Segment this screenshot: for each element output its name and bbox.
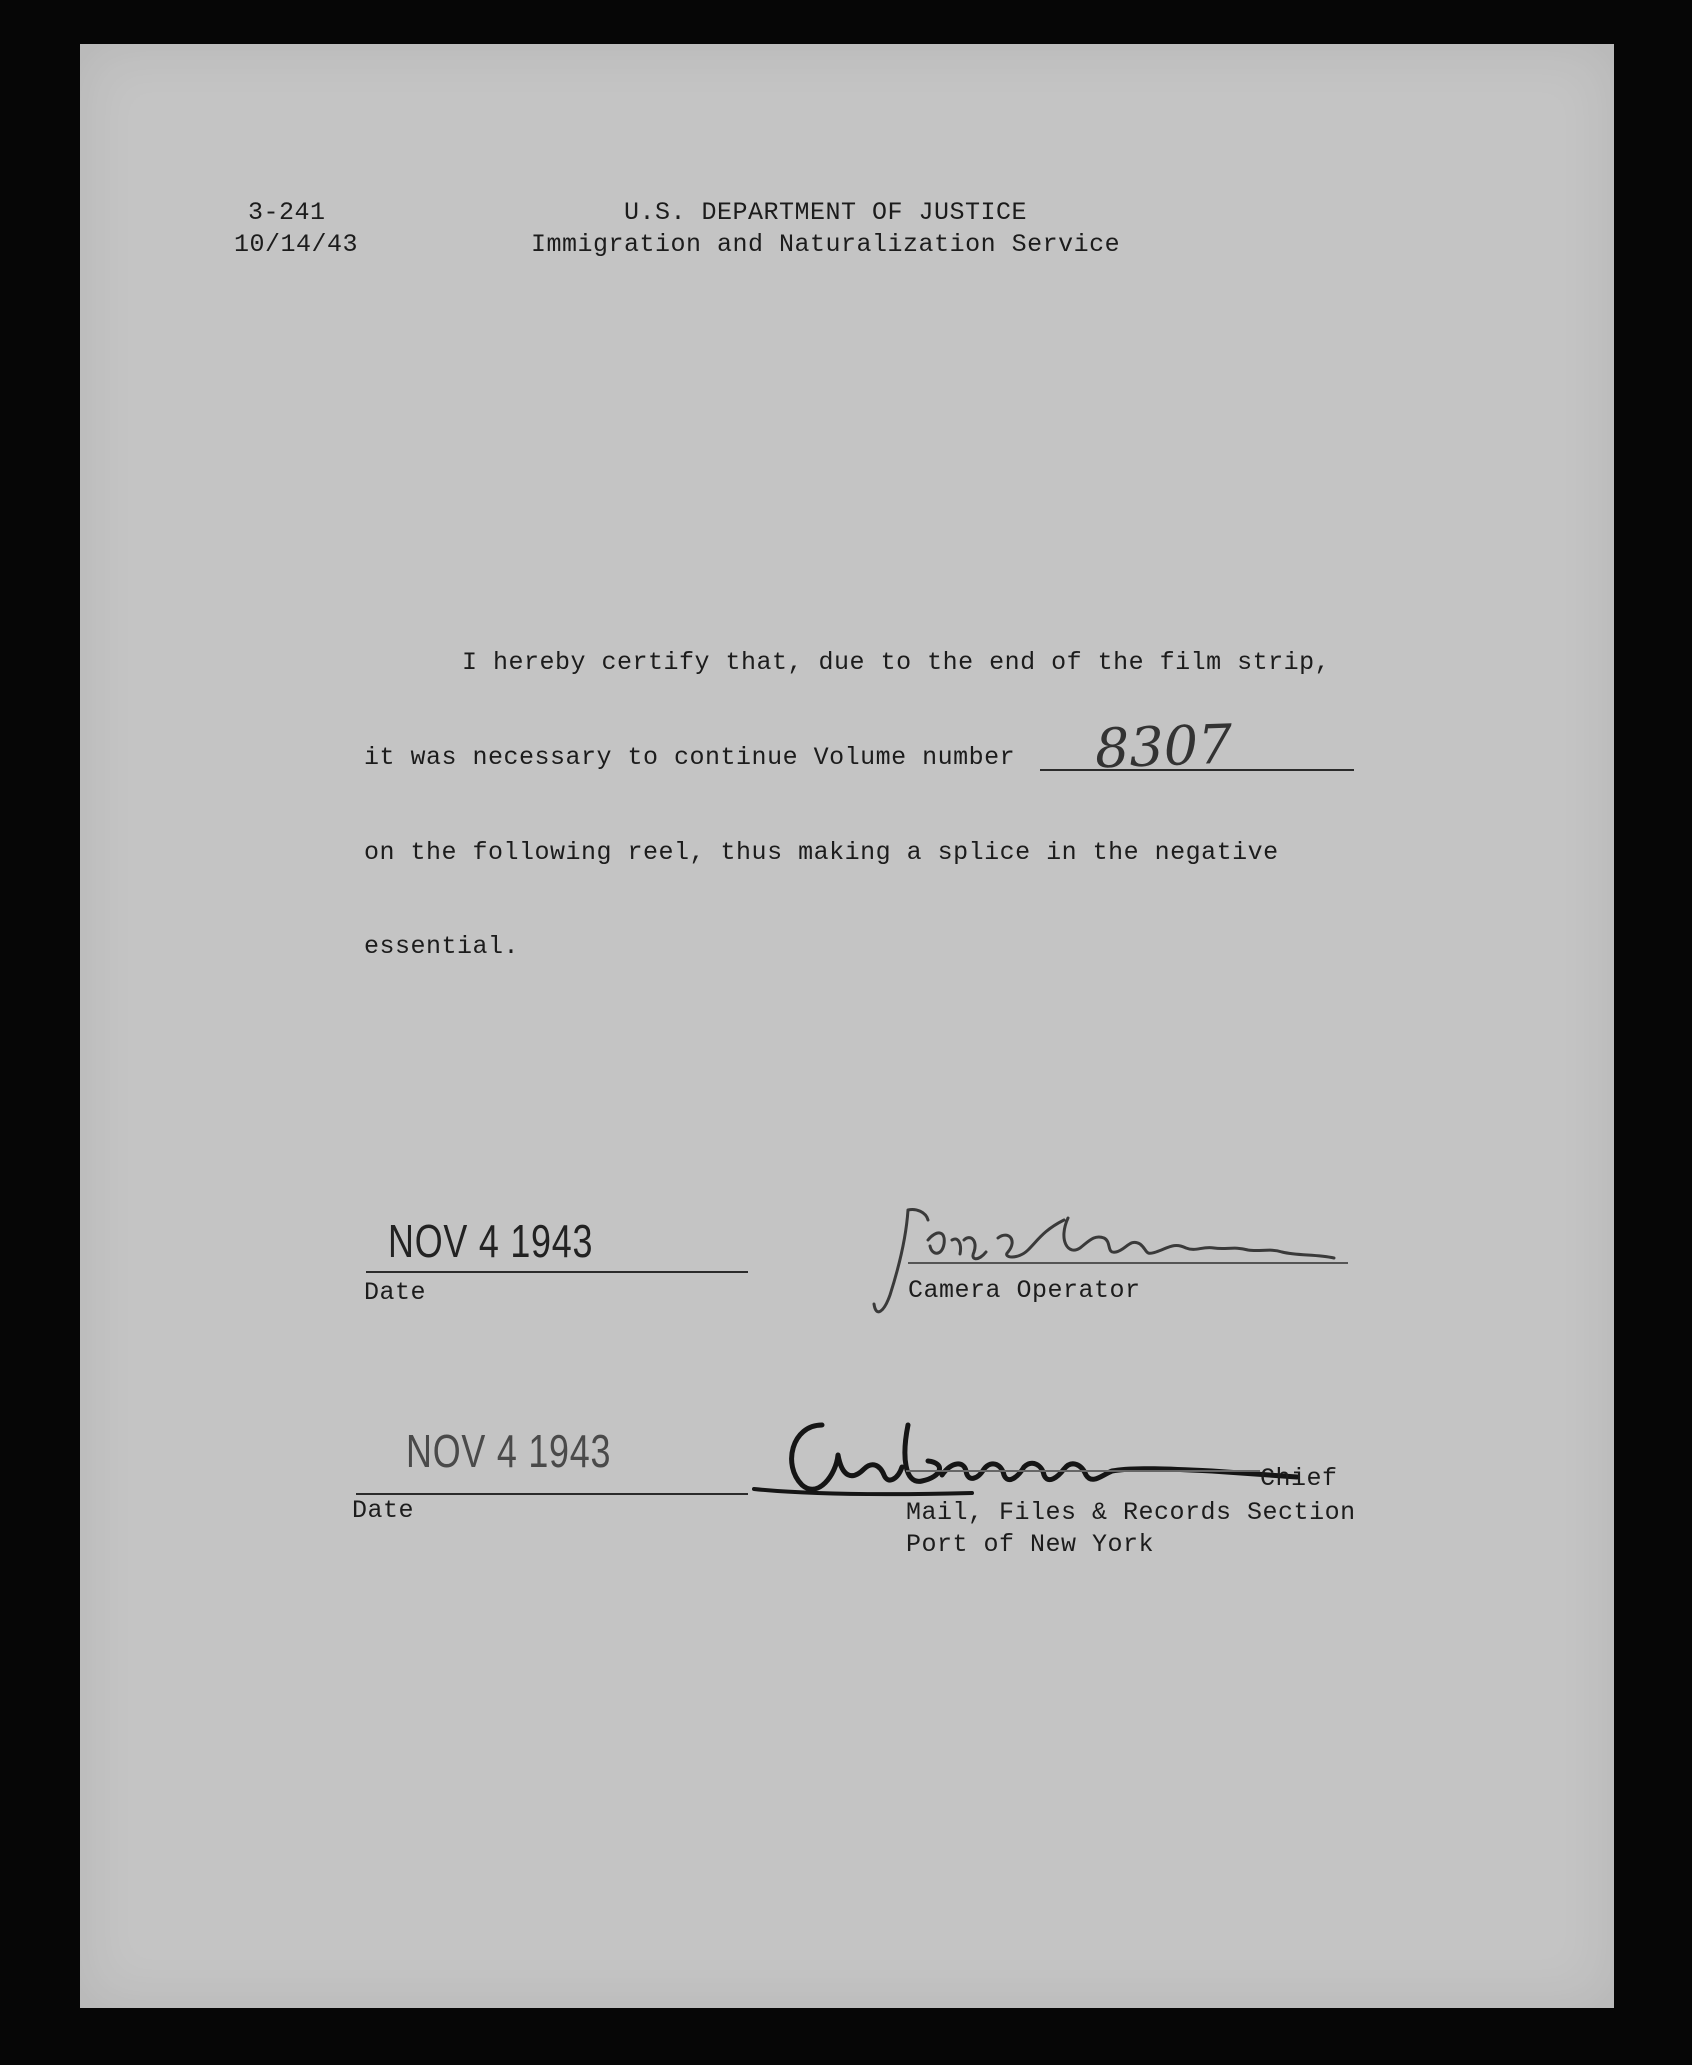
department-heading: U.S. DEPARTMENT OF JUSTICE [624,198,1028,227]
date-underline-2 [356,1493,748,1495]
camera-operator-underline [908,1262,1348,1264]
certification-line-2: it was necessary to continue Volume number [364,743,1016,772]
camera-operator-label: Camera Operator [908,1276,1141,1305]
certification-line-1: I hereby certify that, due to the end of the film strip, [462,648,1331,677]
chief-title-line-2: Port of New York [906,1530,1155,1559]
camera-operator-signature [868,1200,1338,1330]
document-page [80,44,1614,2008]
chief-signature-underline [906,1470,1260,1472]
certification-line-4: essential. [364,932,520,961]
form-date: 10/14/43 [234,230,359,259]
volume-number-handwritten: 8307 [1093,712,1234,781]
date-label-2: Date [352,1496,415,1525]
date-underline-1 [366,1271,748,1273]
certification-line-3: on the following reel, thus making a splice in the negative [364,838,1279,867]
chief-title: Chief [1260,1464,1338,1493]
form-number: 3-241 [248,198,326,227]
chief-title-line-1: Mail, Files & Records Section [906,1498,1356,1527]
date-stamp-2: NOV 4 1943 [406,1425,612,1477]
date-label-1: Date [364,1278,427,1307]
service-heading: Immigration and Naturalization Service [531,230,1121,259]
date-stamp-1: NOV 4 1943 [388,1215,594,1267]
